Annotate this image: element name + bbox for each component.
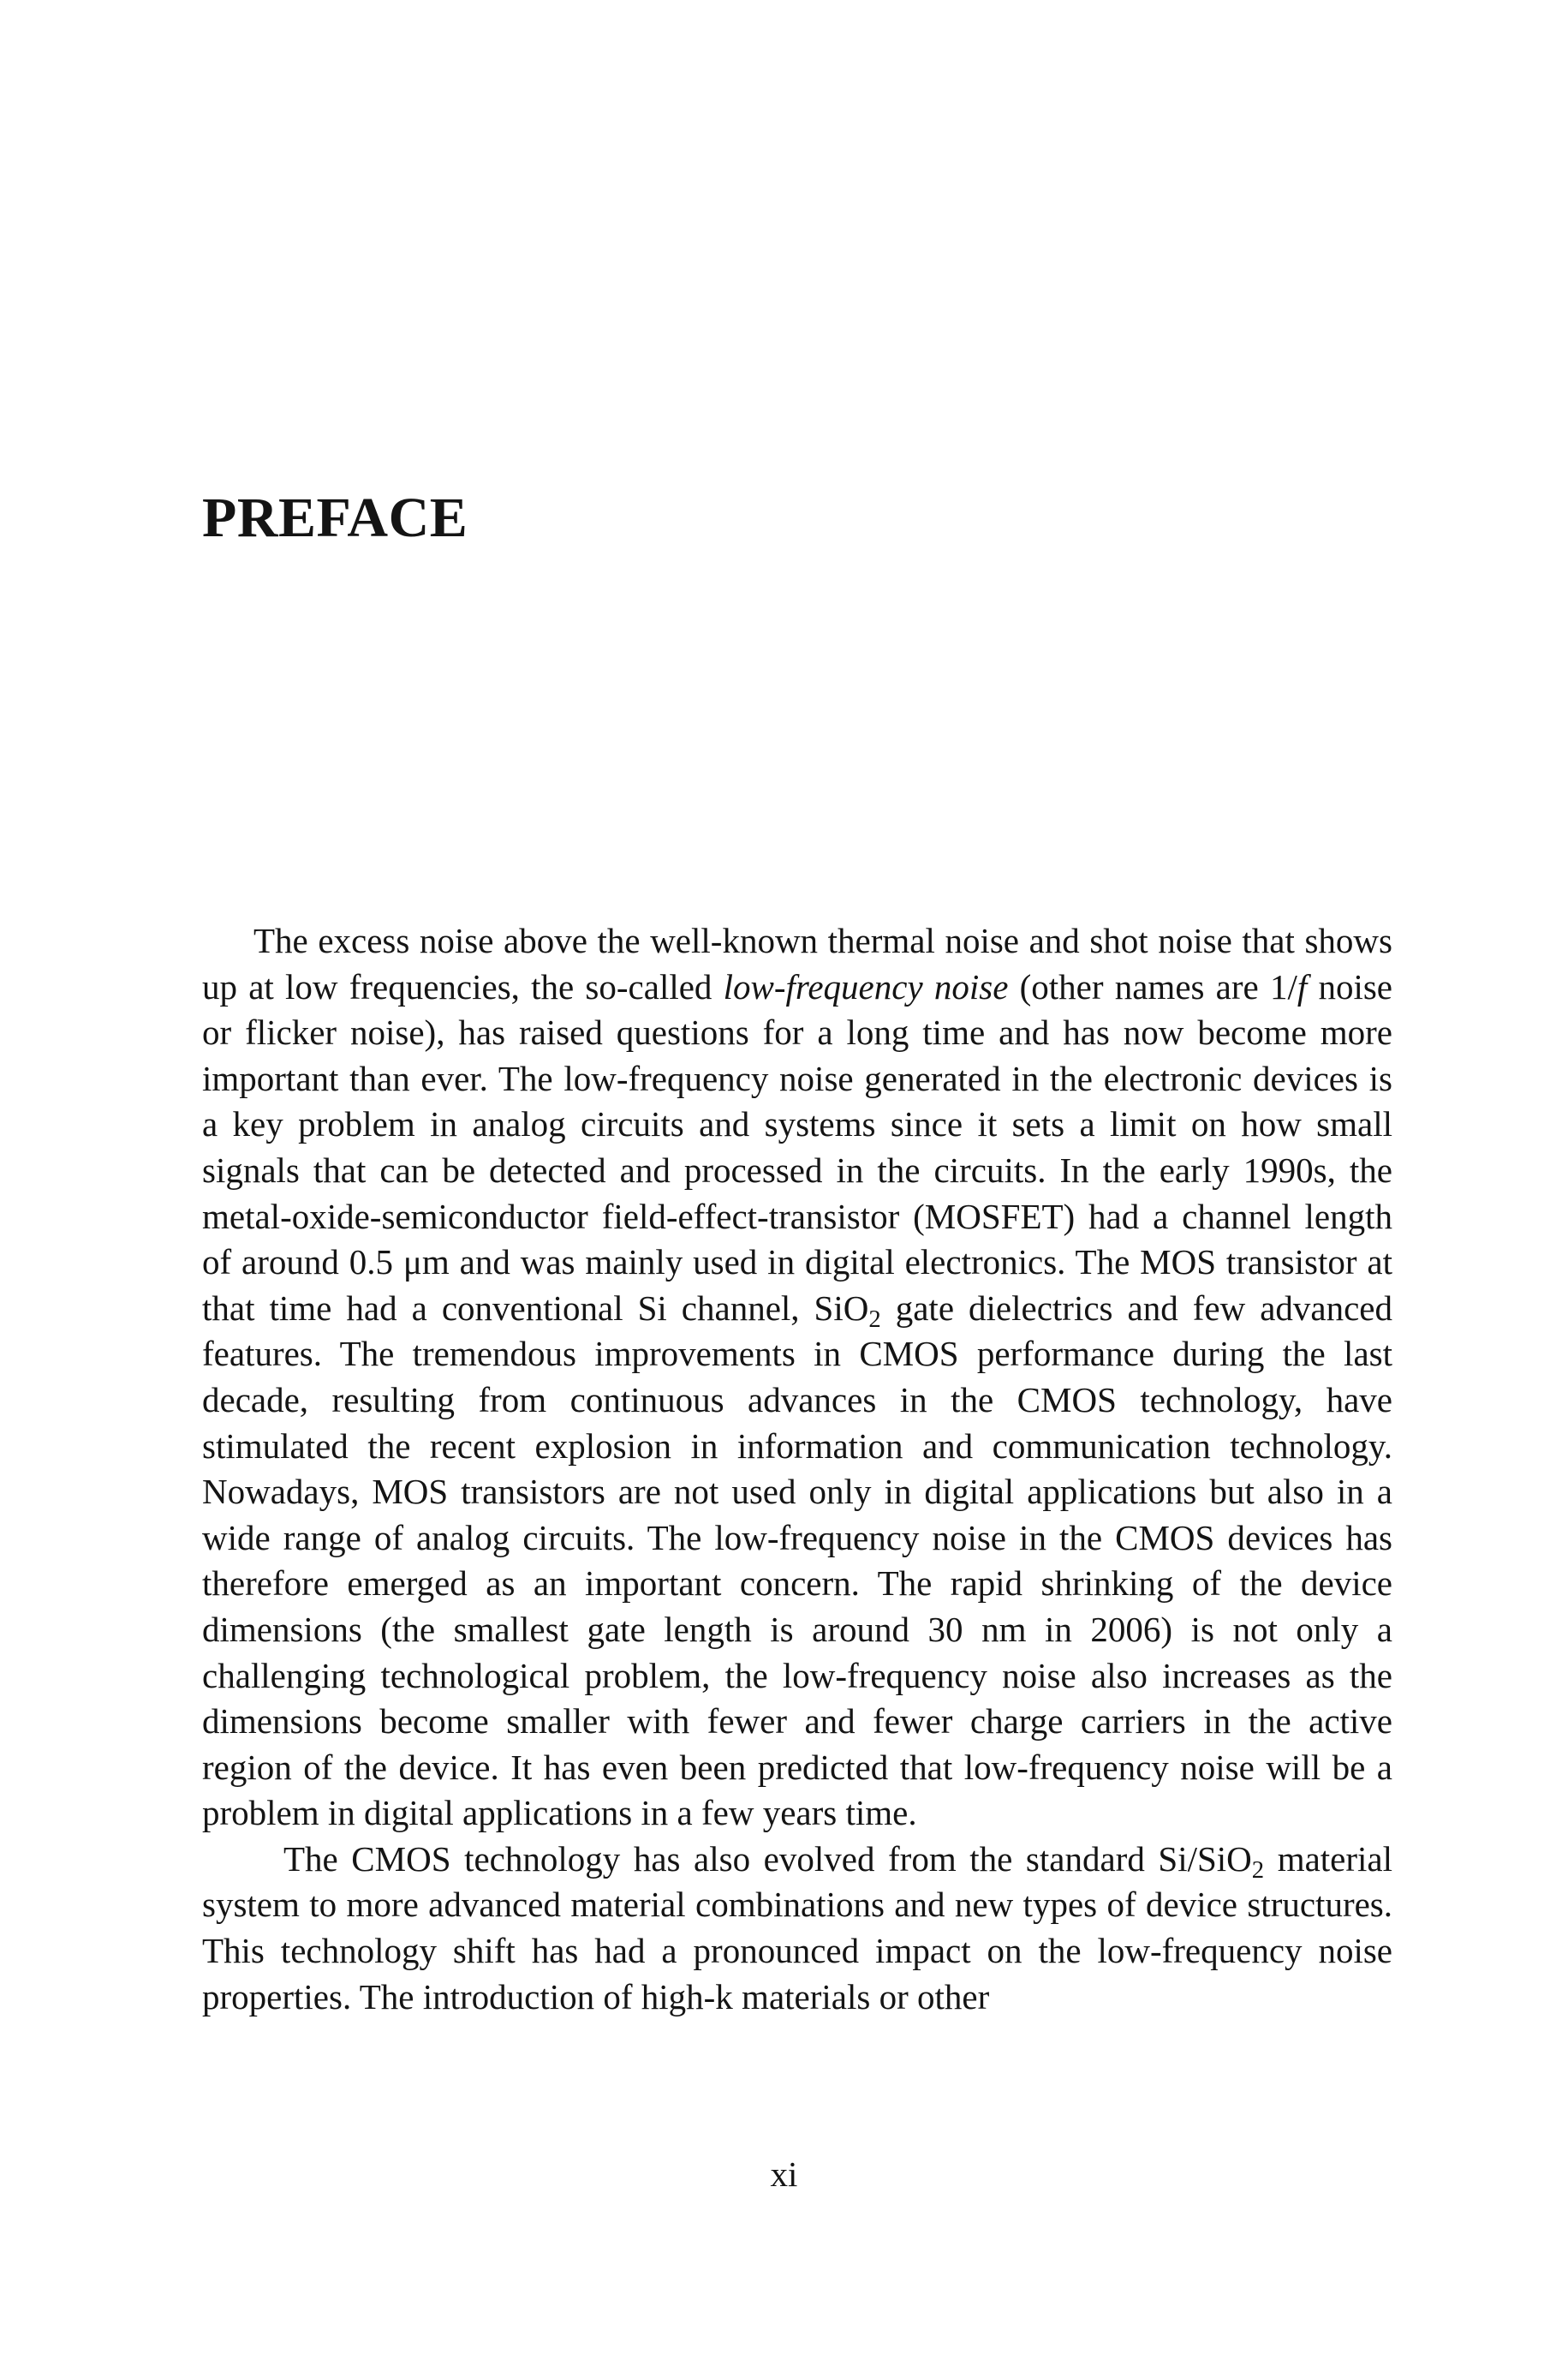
paragraph-1-text-b: (other names are 1/ [1008, 966, 1297, 1007]
paragraph-2-text-a: The CMOS technology has also evolved from the standard Si/SiO [283, 1838, 1252, 1879]
page-title: PREFACE [202, 487, 468, 549]
paragraph-1-text-d: gate dielectrics and few advanced features. The tremendous improvements in CMOS performance during the last decade, resulting from continuous advances in the CMOS technology, have stimulated the recent explosion in information and communication technology. Nowadays, MOS transistors are not used only in digital applications but also in a wide range of analog circuits. The low-frequency noise in the CMOS devices has therefore emerged as an important concern. The rapid shrinking of the device dimensions (the smallest gate length is around 30 nm in 2006) is not only a challenging technological problem, the low-frequency noise also increases as the dimensions become smaller with fewer and fewer charge carriers in the active region of the device. It has even been predicted that low-frequency noise will be a problem in digital applications in a few years time. [202, 1288, 1393, 1833]
paragraph-1-text-a: The excess noise above the well-known thermal noise and shot noise that shows up at low frequencies, the so-called [202, 921, 1392, 1007]
paragraph-2 [202, 1837, 1392, 2020]
term-low-frequency-noise: low-frequency noise [723, 966, 1009, 1007]
italic-f: f [1297, 966, 1308, 1007]
paragraph-1 [202, 918, 1392, 1837]
subscript-2: 2 [1251, 1855, 1265, 1884]
body-text [202, 918, 1392, 2020]
paragraph-2-text-b: material system to more advanced material combinations and new types of device structures. This technology shift has had a pronounced impact on the low-frequency noise properties. The introduction of high-k materials or other [202, 1838, 1393, 2017]
subscript-2: 2 [868, 1305, 881, 1333]
paragraph-1-text-c: noise or flicker noise), has raised questions for a long time and has now become more important than ever. The low-frequency noise generated in the electronic devices is a key problem in analog circuits and systems since it sets a limit on how small signals that can be detected and processed in the circuits. In the early 1990s, the metal-oxide-semiconductor field-effect-transistor (MOSFET) had a channel length of around 0.5 μm and was mainly used in digital electronics. The MOS transistor at that time had a conventional Si channel, SiO [202, 966, 1393, 1328]
page-number: xi [770, 2154, 798, 2194]
